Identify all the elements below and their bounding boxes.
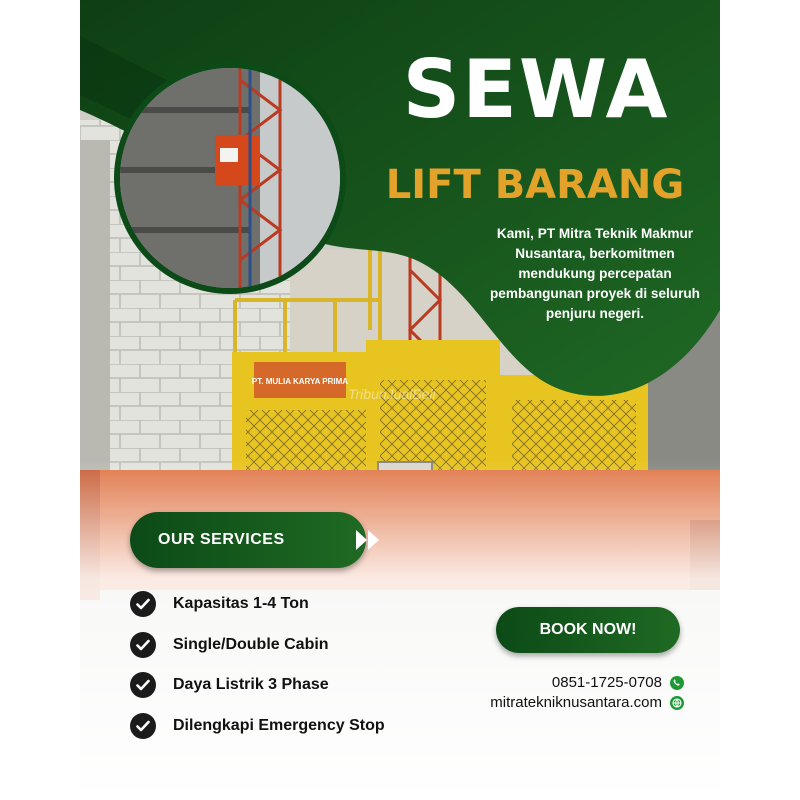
whatsapp-icon [670,676,684,690]
fast-forward-icon [354,528,382,552]
service-item-label: Single/Double Cabin [173,635,329,653]
services-label: OUR SERVICES [158,531,285,548]
service-item [130,625,385,666]
poster-subtitle: LIFT BARANG [385,162,685,208]
service-item [130,665,385,706]
service-item [130,584,385,625]
services-list [130,584,385,746]
services-pill [130,512,366,568]
service-item-label: Kapasitas 1-4 Ton [173,595,309,613]
phone-contact[interactable] [552,674,684,691]
cabin-sign: PT. MULIA KARYA PRIMA [251,377,349,386]
book-now-button[interactable]: BOOK NOW! [496,607,680,653]
check-icon [130,591,156,617]
globe-icon [670,696,684,710]
website-contact[interactable] [490,694,684,711]
service-item [130,706,385,747]
company-tagline: Kami, PT Mitra Teknik Makmur Nusantara, berkomitmen mendukung percepatan pembangunan proyek di seluruh penjuru negeri. [490,226,700,321]
check-icon [130,672,156,698]
website-url: mitratekniknusantara.com [490,694,662,711]
check-icon [130,632,156,658]
poster-title: SEWA [402,43,670,136]
watermark: TribunJualBeli [348,386,436,402]
check-icon [130,713,156,739]
service-item-label: Dilengkapi Emergency Stop [173,716,385,734]
service-item-label: Daya Listrik 3 Phase [173,676,329,694]
phone-number: 0851-1725-0708 [551,674,662,691]
poster [80,0,720,800]
